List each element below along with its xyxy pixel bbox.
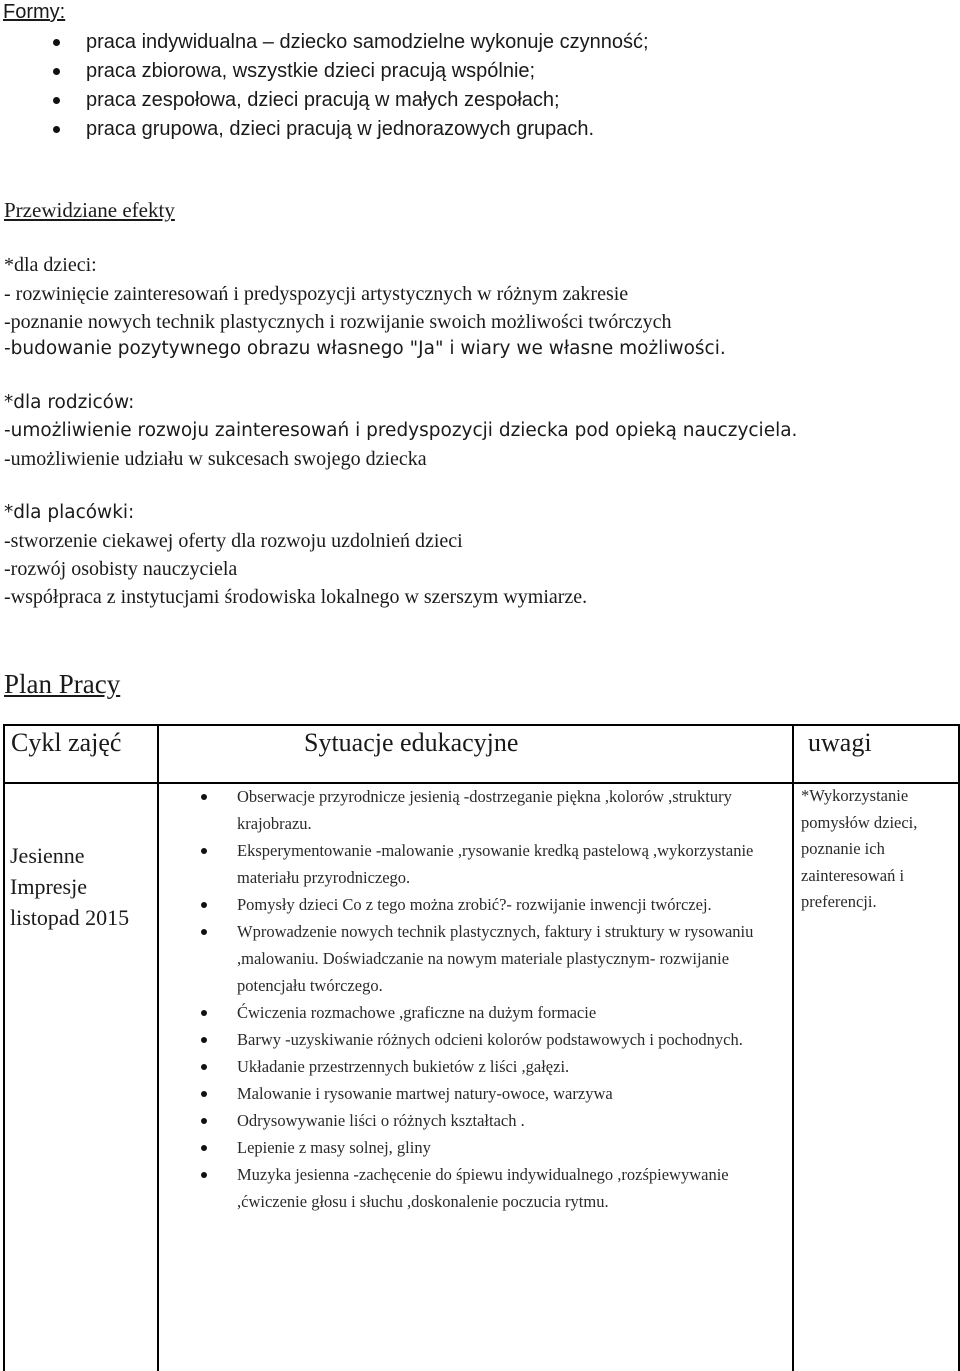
dzieci-line: - rozwinięcie zainteresowań i predyspozycji artystycznych w różnym zakresie bbox=[4, 283, 629, 305]
placowka-line: -współpraca z instytucjami środowiska lokalnego w szerszym wymiarze. bbox=[4, 586, 588, 608]
list-item: Wprowadzenie nowych technik plastycznych, faktury i struktury w rysowaniu ,malowaniu. Doświadczanie na nowym materiale plastycznym- rozwijanie potencjału twórczego. bbox=[160, 918, 790, 999]
list-item: Układanie przestrzennych bukietów z liści ,gałęzi. bbox=[160, 1053, 790, 1080]
bullet-icon bbox=[201, 794, 207, 800]
bullet-icon bbox=[201, 1064, 207, 1070]
list-item: Pomysły dzieci Co z tego można zrobić?- rozwijanie inwencji twórczej. bbox=[160, 891, 790, 918]
bullet-icon bbox=[201, 1118, 207, 1124]
cykl-cell bbox=[10, 840, 155, 933]
plan-title: Plan Pracy bbox=[4, 669, 121, 699]
bullet-icon bbox=[53, 39, 60, 46]
list-item: Muzyka jesienna -zachęcenie do śpiewu indywidualnego ,rozśpiewywanie ,ćwiczenie głosu i słuchu ,doskonalenie poczucia rytmu. bbox=[160, 1161, 790, 1215]
cykl-line: listopad 2015 bbox=[10, 905, 130, 930]
bullet-icon bbox=[53, 97, 60, 104]
list-item: Ćwiczenia rozmachowe ,graficzne na dużym formacie bbox=[160, 999, 790, 1026]
bullet-icon bbox=[201, 902, 207, 908]
bullet-icon bbox=[201, 929, 207, 935]
bullet-icon bbox=[201, 1145, 207, 1151]
cykl-line: Jesienne bbox=[10, 843, 85, 868]
column-header-uwagi: uwagi bbox=[808, 728, 872, 757]
column-header-cykl: Cykl zajęć bbox=[11, 728, 122, 757]
bullet-icon bbox=[201, 848, 207, 854]
cykl-line: Impresje bbox=[10, 874, 87, 899]
bullet-icon bbox=[201, 1172, 207, 1178]
bullet-icon bbox=[201, 1091, 207, 1097]
placowka-line: -rozwój osobisty nauczyciela bbox=[4, 558, 238, 580]
list-item: praca grupowa, dzieci pracują w jednorazowych grupach. bbox=[0, 115, 649, 144]
dzieci-line: -poznanie nowych technik plastycznych i rozwijanie swoich możliwości twórczych bbox=[4, 311, 672, 333]
list-item: praca zbiorowa, wszystkie dzieci pracują wspólnie; bbox=[0, 57, 649, 86]
list-item: praca indywidualna – dziecko samodzielne wykonuje czynność; bbox=[0, 28, 649, 57]
formy-label: Formy: bbox=[3, 1, 66, 23]
table-border bbox=[792, 724, 794, 1371]
list-item: praca zespołowa, dzieci pracują w małych zespołach; bbox=[0, 86, 649, 115]
rodzice-heading: *dla rodziców: bbox=[4, 392, 135, 413]
table-border bbox=[3, 724, 5, 1371]
bullet-icon bbox=[201, 1037, 207, 1043]
uwagi-cell: *Wykorzystanie pomysłów dzieci, poznanie ich zainteresowań i preferencji. bbox=[801, 786, 918, 911]
list-item: Odrysowywanie liści o różnych kształtach . bbox=[160, 1107, 790, 1134]
rodzice-line: -umożliwienie udziału w sukcesach swojego dziecka bbox=[4, 448, 427, 470]
table-border bbox=[157, 724, 159, 1371]
list-item: Lepienie z masy solnej, gliny bbox=[160, 1134, 790, 1161]
dzieci-heading: *dla dzieci: bbox=[4, 254, 97, 276]
bullet-icon bbox=[53, 126, 60, 133]
dzieci-line: -budowanie pozytywnego obrazu własnego "Ja" i wiary we własne możliwości. bbox=[4, 338, 726, 359]
column-header-sytuacje: Sytuacje edukacyjne bbox=[304, 728, 519, 757]
efekty-title: Przewidziane efekty bbox=[4, 198, 175, 222]
bullet-icon bbox=[201, 1010, 207, 1016]
list-item: Barwy -uzyskiwanie różnych odcieni kolorów podstawowych i pochodnych. bbox=[160, 1026, 790, 1053]
bullet-icon bbox=[53, 68, 60, 75]
formy-list bbox=[0, 28, 649, 144]
list-item: Eksperymentowanie -malowanie ,rysowanie kredką pastelową ,wykorzystanie materiału przyrodniczego. bbox=[160, 837, 790, 891]
list-item: Obserwacje przyrodnicze jesienią -dostrzeganie piękna ,kolorów ,struktury krajobrazu. bbox=[160, 783, 790, 837]
list-item: Malowanie i rysowanie martwej natury-owoce, warzywa bbox=[160, 1080, 790, 1107]
activities-list bbox=[160, 783, 790, 1215]
placowka-line: -stworzenie ciekawej oferty dla rozwoju uzdolnień dzieci bbox=[4, 530, 463, 552]
rodzice-line: -umożliwienie rozwoju zainteresowań i predyspozycji dziecka pod opieką nauczyciela. bbox=[4, 420, 798, 441]
placowka-heading: *dla placówki: bbox=[4, 502, 135, 523]
